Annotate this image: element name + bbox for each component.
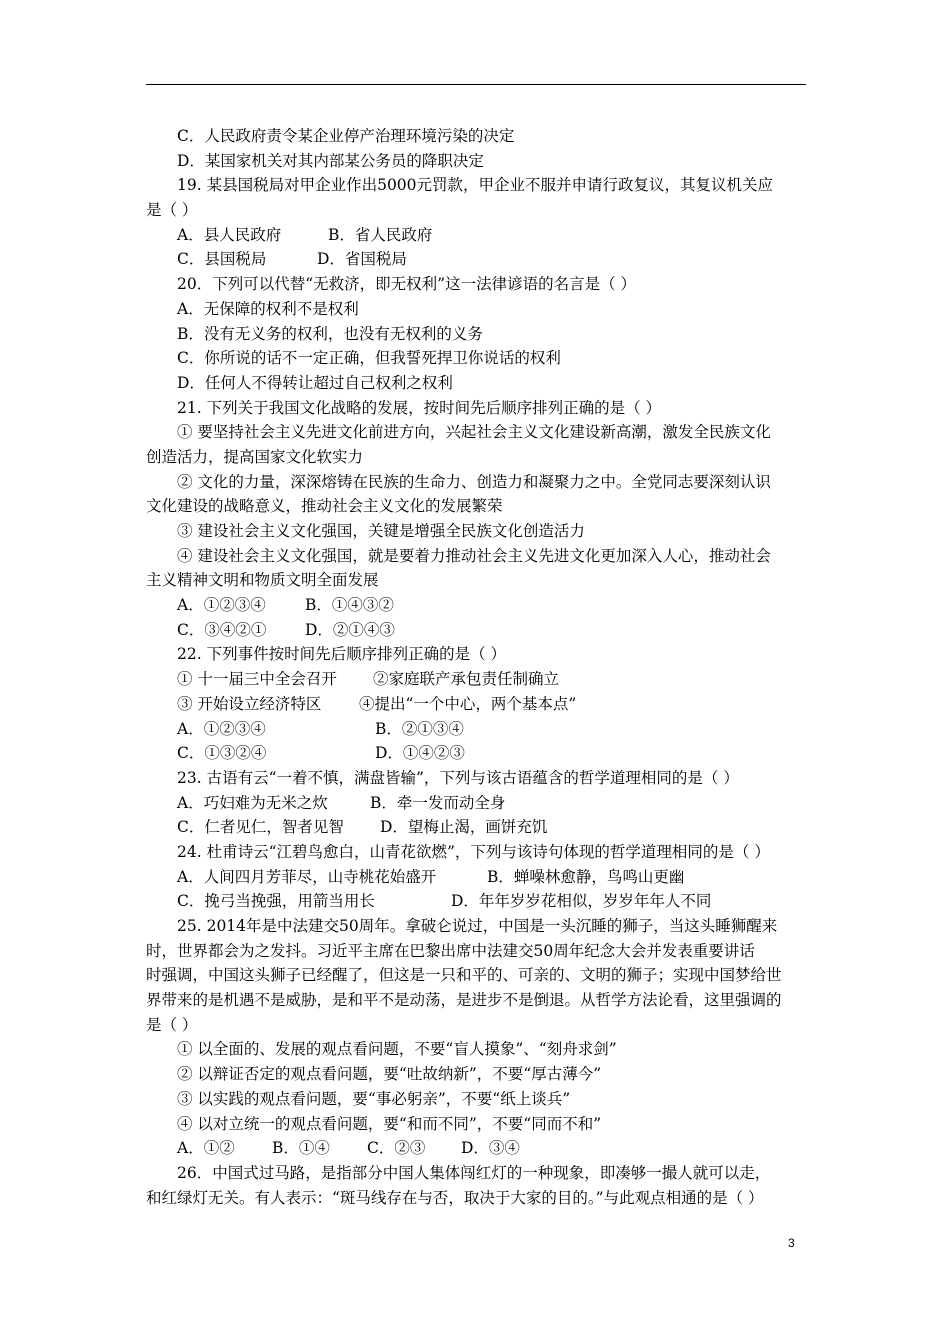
option: A．①②③④ [177,719,266,738]
option: C．①③②④ [177,744,267,763]
document-body [146,124,810,1210]
question-25-cont: 时强调，中国这头狮子已经醒了，但这是一只和平的、可亲的、文明的狮子；实现中国梦给世 [146,966,782,985]
option-row [146,717,810,742]
option: D．②①④③ [305,620,395,639]
question-25-cont: 时，世界都会为之发抖。习近平主席在巴黎出席中法建交50周年纪念大会并发表重要讲话 [146,941,755,960]
option-line: B．没有无义务的权利，也没有无权利的义务 [177,324,483,343]
option: D．年年岁岁花相似，岁岁年年人不同 [451,892,712,911]
option-row [146,889,810,914]
question-23: 23. 古语有云“一着不慎，满盘皆输”，下列与该古语蕴含的哲学道理相同的是（ ） [177,768,739,787]
option: B．②①③④ [375,719,464,738]
option-line: D．某国家机关对其内部某公务员的降职决定 [177,151,484,170]
statement-line-cont: 主义精神文明和物质文明全面发展 [146,571,379,590]
option-row [146,865,810,890]
option-line: D．任何人不得转让超过自己权利之权利 [177,373,453,392]
question-22: 22. 下列事件按时间先后顺序排列正确的是（ ） [177,645,507,664]
statement-line: ④ 以对立统一的观点看问题，要“和而不同”，不要“同而不和” [177,1114,602,1133]
statement-line: ③ 建设社会主义文化强国，关键是增强全民族文化创造活力 [177,522,585,540]
statement: ②家庭联产承包责任制确立 [373,670,560,689]
header-rule [146,84,806,85]
statement: ④提出“一个中心，两个基本点” [359,694,577,713]
statement-line: ① 以全面的、发展的观点看问题，不要“盲人摸象”、“刻舟求剑” [177,1040,617,1059]
option: D．望梅止渴，画饼充饥 [380,818,548,837]
option-row [146,791,810,816]
question-25: 25. 2014年是中法建交50周年。拿破仑说过，中国是一头沉睡的狮子，当这头睡狮醒来 [177,917,778,935]
statement-row [146,692,810,717]
page-number: 3 [788,1236,795,1250]
option-line: C．你所说的话不一定正确，但我誓死捍卫你说话的权利 [177,349,561,368]
option: B．牵一发而动全身 [370,793,506,812]
statement-row [146,667,810,692]
statement-line: ③ 以实践的观点看问题，要“事必躬亲”，不要“纸上谈兵” [177,1089,571,1108]
question-19-cont: 是（ ） [146,201,198,220]
statement-line: ① 要坚持社会主义先进文化前进方向，兴起社会主义文化建设新高潮，激发全民族文化 [177,423,771,442]
question-19: 19. 某县国税局对甲企业作出5000元罚款，甲企业不服并申请行政复议，其复议机关应 [177,176,774,195]
option: D．省国税局 [317,250,407,269]
statement-line: ④ 建设社会主义文化强国，就是要着力推动社会主义先进文化更加深入人心，推动社会 [177,546,771,565]
option-row [146,593,810,618]
option: A．县人民政府 [177,225,282,244]
option: D．①④②③ [375,744,465,763]
option-row [146,741,810,766]
option: B．省人民政府 [328,225,433,244]
option: B．①④③② [305,596,394,615]
statement-line-cont: 创造活力，提高国家文化软实力 [146,447,364,466]
option-row [146,618,810,643]
option: C．挽弓当挽强，用箭当用长 [177,892,375,911]
option-line: C．人民政府责令某企业停产治理环境污染的决定 [177,127,515,145]
question-25-cont: 界带来的是机遇不是威胁，是和平不是动荡，是进步不是倒退。从哲学方法论看，这里强调的 [146,991,782,1010]
question-26-cont: 和红绿灯无关。有人表示：“斑马线存在与否，取决于大家的目的。”与此观点相通的是（ ） [146,1188,764,1207]
option: B．①④ [272,1139,330,1158]
option: C．②③ [367,1139,426,1158]
question-24: 24. 杜甫诗云“江碧鸟愈白，山青花欲燃”，下列与该诗句体现的哲学道理相同的是（ ） [177,842,770,861]
statement-line: ② 文化的力量，深深熔铸在民族的生命力、创造力和凝聚力之中。全党同志要深刻认识 [177,472,771,491]
question-20: 20．下列可以代替“无救济，即无权利”这一法律谚语的名言是（ ） [177,275,637,294]
option: A．人间四月芳菲尽，山寺桃花始盛开 [177,867,437,886]
question-25-cont: 是（ ） [146,1015,198,1034]
option: A．巧妇难为无米之炊 [177,793,328,812]
option: D．③④ [461,1139,520,1158]
option-row [146,223,810,248]
option-line: A．无保障的权利不是权利 [177,299,359,318]
statement-line: ② 以辩证否定的观点看问题，要“吐故纳新”，不要“厚古薄今” [177,1065,602,1084]
question-26: 26．中国式过马路，是指部分中国人集体闯红灯的一种现象，即凑够一撮人就可以走， [177,1163,771,1182]
option: B．蝉噪林愈静，鸟鸣山更幽 [487,867,685,886]
statement: ① 十一届三中全会召开 [177,670,337,689]
option-row [146,247,810,272]
statement: ③ 开始设立经济特区 [177,694,322,713]
statement-line-cont: 文化建设的战略意义，推动社会主义文化的发展繁荣 [146,497,503,516]
option: A．①②③④ [177,596,266,615]
option: A．①② [177,1139,235,1158]
option: C．县国税局 [177,250,267,269]
option: C．仁者见仁，智者见智 [177,818,344,837]
question-21: 21. 下列关于我国文化战略的发展，按时间先后顺序排列正确的是（ ） [177,398,662,417]
option: C．③④②① [177,620,267,639]
option-row [146,815,810,840]
option-row [146,1136,810,1161]
